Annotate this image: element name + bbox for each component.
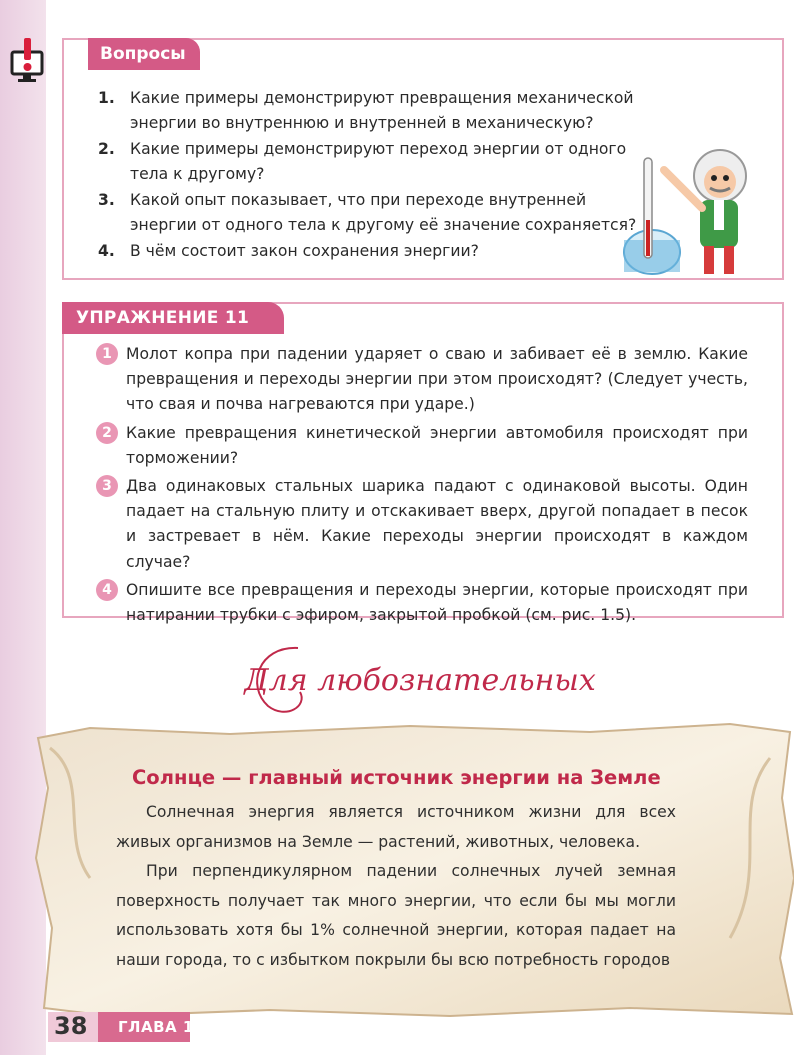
exercise-number-badge: 4 bbox=[96, 579, 118, 601]
question-item: 1. Какие примеры демонстрируют превращения механической энергии во внутреннюю и внутренней в механическую? bbox=[98, 89, 634, 132]
curious-heading: Для любознательных bbox=[244, 663, 596, 698]
questions-list bbox=[98, 86, 638, 266]
exercise-item: 4 Опишите все превращения и переходы энергии, которые происходят при натирании трубки с эфиром, закрытой пробкой (см. рис. 1.5). bbox=[96, 578, 748, 628]
exercise-number-badge: 3 bbox=[96, 475, 118, 497]
exercise-item: 2 Какие превращения кинетической энергии автомобиля происходят при торможении? bbox=[96, 421, 748, 471]
exercise-number-badge: 1 bbox=[96, 343, 118, 365]
article-paragraph: Солнечная энергия является источником жизни для всех живых организмов на Земле — растений, животных, человека. bbox=[116, 803, 676, 851]
question-item: 2. Какие примеры демонстрируют переход энергии от одного тела к другому? bbox=[98, 140, 627, 183]
scientist-illustration bbox=[620, 140, 760, 278]
exercise-list bbox=[96, 342, 748, 631]
questions-tab: Вопросы bbox=[88, 38, 200, 70]
computer-alert-icon bbox=[10, 38, 44, 88]
exercise-item: 3 Два одинаковых стальных шарика падают с одинаковой высоты. Один падает на стальную плиту и отскакивает вверх, другой попадает в песок и застревает в нём. Какие переходы энергии происходят в каждом случае? bbox=[96, 474, 748, 575]
article-paragraph: При перпендикулярном падении солнечных лучей земная поверхность получает так много энергии, что если бы мы могли использовать хотя бы 1% солнечной энергии, которая падает на наши города, то с избытком покрыли бы всю потребность городов bbox=[116, 862, 676, 969]
exercise-item: 1 Молот копра при падении ударяет о сваю и забивает её в землю. Какие превращения и переходы энергии при этом происходят? (Следует учесть, что свая и почва нагреваются при ударе.) bbox=[96, 342, 748, 418]
question-item: 4. В чём состоит закон сохранения энергии? bbox=[98, 242, 479, 260]
article-title: Солнце — главный источник энергии на Земле bbox=[132, 766, 661, 789]
question-item: 3. Какой опыт показывает, что при переходе внутренней энергии от одного тела к другому её значение сохраняется? bbox=[98, 191, 637, 234]
article-body bbox=[116, 798, 676, 975]
exercise-tab: УПРАЖНЕНИЕ 11 bbox=[62, 302, 284, 334]
page-number: 38 bbox=[54, 1012, 88, 1040]
exercise-number-badge: 2 bbox=[96, 422, 118, 444]
chapter-label: ГЛАВА 1 bbox=[118, 1018, 194, 1036]
